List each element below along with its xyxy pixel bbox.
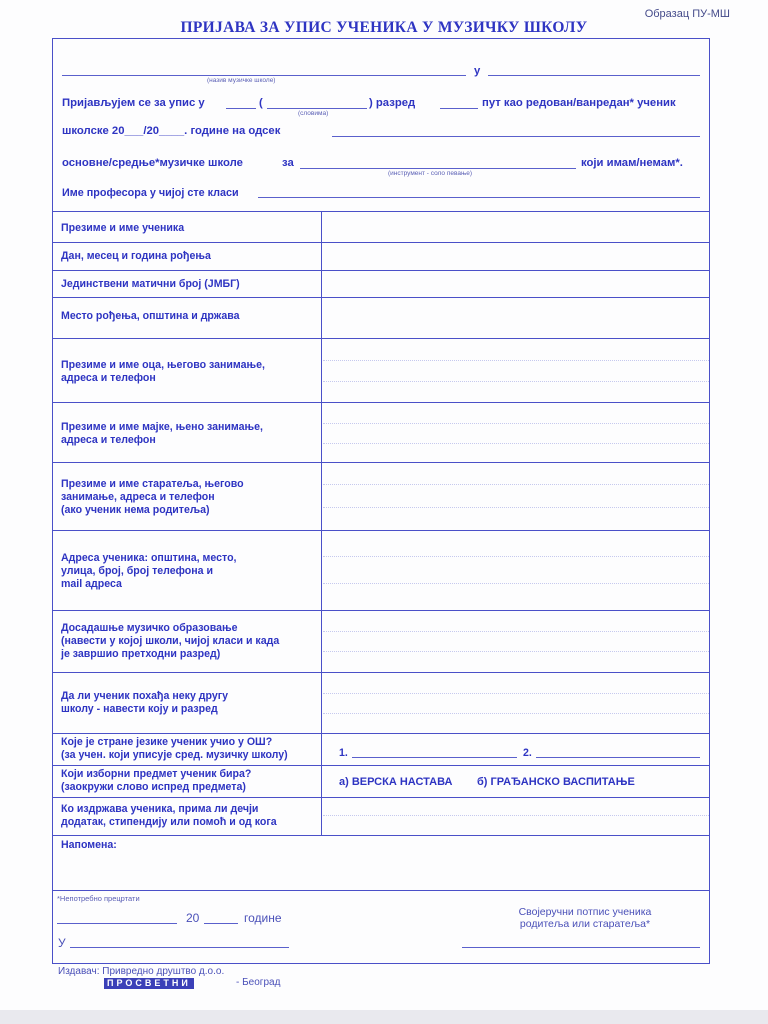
grade-number-field[interactable]: [226, 108, 256, 109]
row-label-guardian: Презиме и име старатеља, његово занимање, адреса и телефон (ако ученик нема родитеља): [61, 478, 244, 516]
date-day-field[interactable]: [57, 923, 177, 924]
place-label: У: [58, 936, 66, 950]
apply-text-c: ) разред: [369, 97, 416, 109]
publisher-city: - Београд: [236, 977, 281, 988]
words-hint: (словима): [298, 110, 329, 117]
scan-edge: [0, 1010, 768, 1024]
place-field[interactable]: [70, 947, 289, 948]
own-instrument-text: који имам/немам*.: [581, 157, 683, 169]
form-title: ПРИЈАВА ЗА УПИС УЧЕНИКА У МУЗИЧКУ ШКОЛУ: [180, 19, 588, 36]
apply-text-b: (: [259, 97, 263, 109]
elective-option-religion[interactable]: а) ВЕРСКА НАСТАВА: [339, 776, 453, 788]
row-label-birth-date: Дан, месец и година рођења: [61, 250, 211, 262]
school-name-hint: (назив музичке школе): [207, 77, 276, 84]
in-label: у: [474, 65, 481, 77]
row-label-support: Ко издржава ученика, прима ли дечји додатак, стипендију или помоћ и од кога: [61, 803, 277, 828]
support-field[interactable]: [323, 799, 709, 834]
row-label-jmbg: Јединствени матични број (ЈМБГ): [61, 278, 240, 290]
school-name-field[interactable]: [62, 75, 466, 76]
language-2-label: 2.: [523, 747, 532, 759]
instrument-field[interactable]: [300, 168, 576, 169]
jmbg-field[interactable]: [323, 272, 709, 296]
table-top-border: [52, 211, 710, 212]
elective-option-civic[interactable]: б) ГРАЂАНСКО ВАСПИТАЊЕ: [477, 776, 635, 788]
for-label: за: [282, 157, 294, 169]
signature-label: Својеручни потпис ученика родитеља или старатеља*: [518, 906, 652, 930]
row-label-father: Презиме и име оца, његово занимање, адреса и телефон: [61, 359, 265, 384]
grade-words-field[interactable]: [267, 108, 367, 109]
row-label-elective: Који изборни предмет ученик бира? (заокружи слово испред предмета): [61, 768, 252, 793]
apply-text-d: пут као редован/ванредан* ученик: [482, 97, 676, 109]
date-year-word: године: [244, 911, 282, 925]
table-divider: [321, 211, 322, 835]
mother-field[interactable]: [323, 404, 709, 461]
student-name-field[interactable]: [323, 213, 709, 241]
birthplace-field[interactable]: [323, 299, 709, 337]
student-address-field[interactable]: [323, 532, 709, 609]
row-label-languages: Које је стране језике ученик учио у ОШ? (за учен. који уписује сред. музичку школу): [61, 736, 288, 761]
note-field[interactable]: [54, 852, 708, 888]
school-city-field[interactable]: [488, 75, 700, 76]
other-school-field[interactable]: [323, 674, 709, 732]
footnote: *Непотребно прецртати: [57, 894, 140, 903]
language-1-field[interactable]: [352, 757, 517, 758]
language-2-field[interactable]: [536, 757, 700, 758]
form-code: Образац ПУ-МШ: [644, 8, 730, 20]
guardian-field[interactable]: [323, 464, 709, 529]
instrument-hint: (инструмент - соло певање): [388, 170, 473, 177]
publisher-text: Издавач: Привредно друштво д.о.о.: [58, 966, 225, 977]
school-year-text: школске 20___/20____. године на одсек: [62, 125, 281, 137]
date-year-prefix: 20: [186, 911, 200, 925]
row-label-music-education: Досадашње музичко образовање (навести у којој школи, чијој класи и када је завршио претходни разред): [61, 622, 280, 660]
publisher-logo: ПРОСВЕТНИ: [104, 978, 194, 989]
music-education-field[interactable]: [323, 612, 709, 671]
row-label-other-school: Да ли ученик похађа неку другу школу - навести коју и разред: [61, 690, 229, 715]
date-year-field[interactable]: [204, 923, 238, 924]
birth-date-field[interactable]: [323, 244, 709, 269]
school-level-text: основне/средње*музичке школе: [62, 157, 243, 169]
row-label-student-address: Адреса ученика: општина, место, улица, број, број телефона и mail адреса: [61, 552, 237, 590]
row-label-mother: Презиме и име мајке, њено занимање, адреса и телефон: [61, 421, 263, 446]
note-label: Напомена:: [61, 839, 117, 851]
times-field[interactable]: [440, 108, 478, 109]
apply-text-a: Пријављујем се за упис у: [62, 97, 205, 109]
department-field[interactable]: [332, 136, 700, 137]
professor-label: Име професора у чијој сте класи: [62, 187, 239, 199]
father-field[interactable]: [323, 340, 709, 401]
row-label-birthplace: Место рођења, општина и држава: [61, 310, 240, 322]
signature-field[interactable]: [462, 947, 700, 948]
language-1-label: 1.: [339, 747, 348, 759]
row-label-student-name: Презиме и име ученика: [61, 222, 185, 234]
professor-field[interactable]: [258, 197, 700, 198]
